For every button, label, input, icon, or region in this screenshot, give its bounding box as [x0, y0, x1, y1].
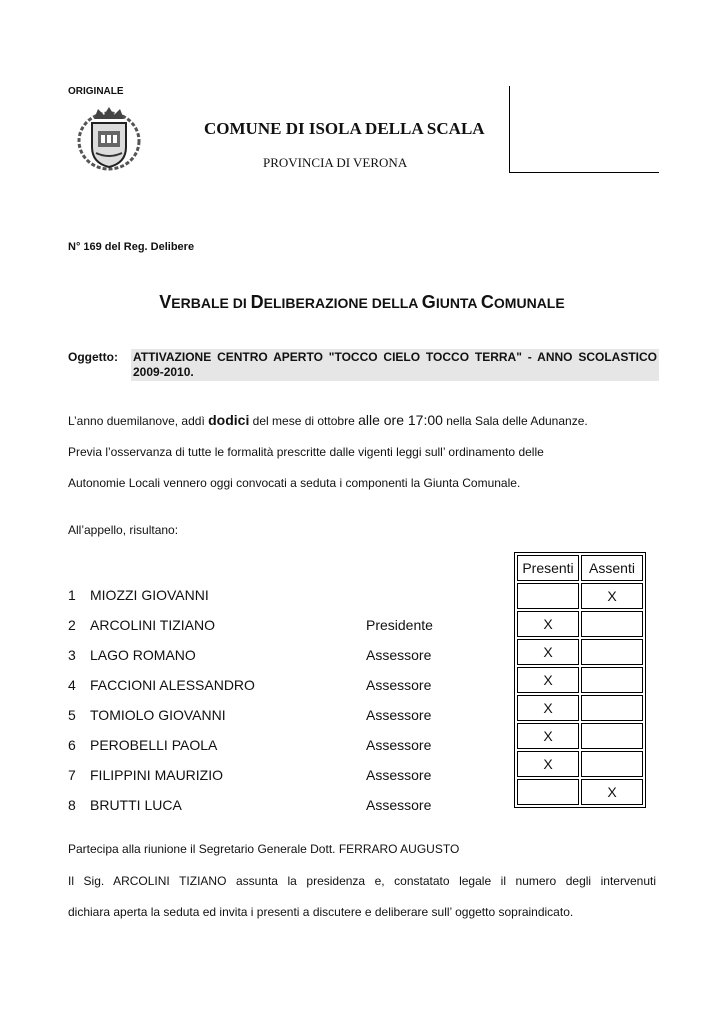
- member-number: 7: [68, 767, 76, 783]
- member-role: Presidente: [366, 617, 433, 633]
- title-cap: C: [480, 292, 494, 312]
- member-number: 1: [68, 587, 76, 603]
- stamp-box-border-horizontal: [509, 172, 659, 173]
- title-cap: D: [250, 292, 264, 312]
- present-cell: X: [517, 639, 579, 665]
- attendance-header-row: [517, 555, 643, 581]
- register-number: N° 169 del Reg. Delibere: [68, 241, 195, 253]
- member-name: MIOZZI GIOVANNI: [90, 587, 209, 603]
- original-label: ORIGINALE: [68, 86, 124, 97]
- closing-line-2: dichiara aperta la seduta ed invita i presenti a discutere e deliberare sull’ oggetto sopraindicato.: [68, 905, 574, 919]
- absent-cell: [581, 751, 643, 777]
- present-cell: X: [517, 751, 579, 777]
- title-smallcaps: IUNTA: [435, 295, 481, 311]
- absent-cell: X: [581, 779, 643, 805]
- attendance-row: [517, 667, 643, 693]
- title-smallcaps: ERBALE DI: [171, 295, 251, 311]
- member-name: ARCOLINI TIZIANO: [90, 617, 215, 633]
- attendance-row: [517, 751, 643, 777]
- title-smallcaps: OMUNALE: [493, 295, 565, 311]
- intro-sentence: [68, 412, 588, 428]
- present-column-header: Presenti: [517, 555, 579, 581]
- member-number: 3: [68, 647, 76, 663]
- province-name: PROVINCIA DI VERONA: [263, 155, 408, 170]
- subject-text: ATTIVAZIONE CENTRO APERTO "TOCCO CIELO TOCCO TERRA" - ANNO SCOLASTICO 2009-2010.: [133, 350, 657, 379]
- absent-cell: [581, 667, 643, 693]
- present-cell: X: [517, 723, 579, 749]
- closing-line-1: Il Sig. ARCOLINI TIZIANO assunta la presidenza e, constatato legale il numero degli intervenuti: [68, 874, 656, 888]
- member-role: Assessore: [366, 767, 432, 783]
- present-cell: [517, 779, 579, 805]
- member-role: Assessore: [366, 647, 432, 663]
- member-number: 2: [68, 617, 76, 633]
- absent-cell: [581, 695, 643, 721]
- secretary-line: Partecipa alla riunione il Segretario Generale Dott. FERRARO AUGUSTO: [68, 842, 460, 856]
- attendance-row: [517, 639, 643, 665]
- member-role: Assessore: [366, 707, 432, 723]
- attendance-row: [517, 695, 643, 721]
- stamp-box-border-vertical: [509, 86, 510, 172]
- present-cell: X: [517, 611, 579, 637]
- member-name: FACCIONI ALESSANDRO: [90, 677, 255, 693]
- member-number: 8: [68, 797, 76, 813]
- absent-cell: [581, 723, 643, 749]
- member-name: TOMIOLO GIOVANNI: [90, 707, 226, 723]
- member-name: LAGO ROMANO: [90, 647, 196, 663]
- present-cell: X: [517, 667, 579, 693]
- attendance-row: [517, 611, 643, 637]
- title-cap: V: [159, 292, 172, 312]
- title-smallcaps: ELIBERAZIONE DELLA: [263, 295, 422, 311]
- intro-time: alle ore 17:00: [358, 412, 443, 428]
- attendance-row: [517, 779, 643, 805]
- absent-cell: [581, 639, 643, 665]
- intro-line-3: Autonomie Locali vennero oggi convocati a seduta i componenti la Giunta Comunale.: [68, 476, 521, 490]
- member-role: Assessore: [366, 737, 432, 753]
- intro-part: del mese di ottobre: [249, 414, 359, 428]
- present-cell: X: [517, 695, 579, 721]
- member-name: BRUTTI LUCA: [90, 797, 182, 813]
- member-number: 4: [68, 677, 76, 693]
- member-name: FILIPPINI MAURIZIO: [90, 767, 224, 783]
- municipality-name: COMUNE DI ISOLA DELLA SCALA: [204, 119, 485, 138]
- roll-call-label: All’appello, risultano:: [68, 523, 179, 537]
- member-number: 6: [68, 737, 76, 753]
- document-title: [0, 292, 724, 313]
- member-role: Assessore: [366, 677, 432, 693]
- intro-day: dodici: [208, 412, 250, 428]
- member-role: Assessore: [366, 797, 432, 813]
- intro-part: nella Sala delle Adunanze.: [442, 414, 588, 428]
- municipal-crest-icon: [74, 101, 144, 173]
- absent-cell: [581, 611, 643, 637]
- intro-line-2: Previa l’osservanza di tutte le formalità prescritte dalle vigenti leggi sull’ ordinamento delle: [68, 445, 544, 459]
- attendance-row: [517, 583, 643, 609]
- attendance-table: [514, 552, 646, 808]
- title-cap: G: [421, 292, 436, 312]
- subject-label: Oggetto:: [68, 350, 118, 364]
- member-number: 5: [68, 707, 76, 723]
- absent-cell: X: [581, 583, 643, 609]
- absent-column-header: Assenti: [581, 555, 643, 581]
- member-name: PEROBELLI PAOLA: [90, 737, 218, 753]
- intro-part: L’anno duemilanove, addì: [68, 414, 209, 428]
- attendance-row: [517, 723, 643, 749]
- present-cell: [517, 583, 579, 609]
